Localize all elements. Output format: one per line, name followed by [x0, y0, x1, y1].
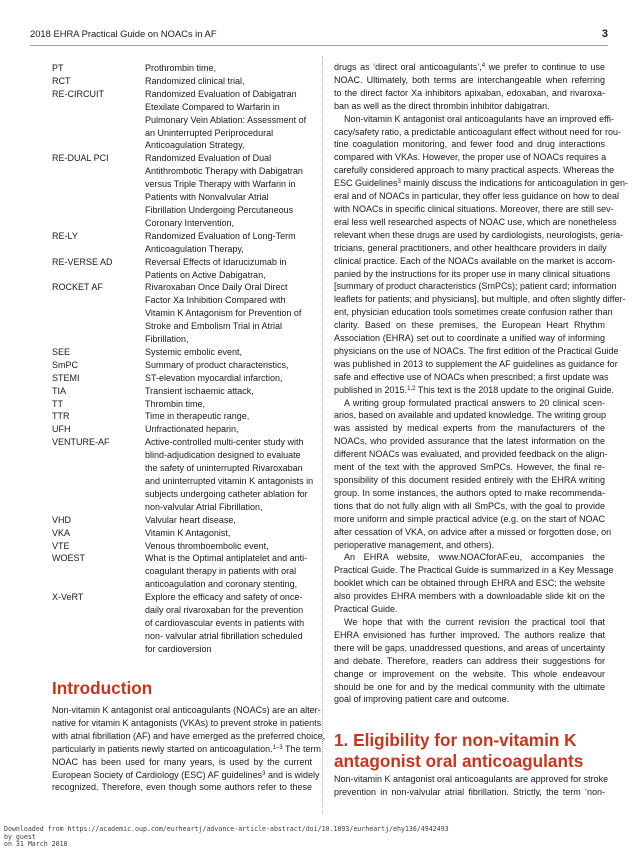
paragraph-line: drugs as ‘direct oral anticoagulants’,$^4$ we prefer to continue to use [334, 62, 605, 72]
paragraph-line: eral and of NOACs in particular, they offer less guidance on how to deal [334, 191, 619, 202]
citation-ref: 3 [397, 179, 401, 186]
abbreviation-definition [145, 346, 313, 359]
abbreviation-term: TIA [52, 385, 67, 396]
abbreviation-row [52, 359, 314, 372]
abbreviation-definition-line: Active-controlled multi-center study with [145, 437, 304, 448]
paragraph-line: compared with VKAs. However, the proper use of NOACs requires a [334, 152, 607, 163]
abbreviation-definition-line: Randomized Evaluation of Dabigatran [145, 88, 297, 99]
abbreviation-definition [145, 436, 313, 513]
introduction-line: particularly in patients newly started on anticoagulation.$^{1-3}$ The term [52, 743, 322, 754]
abbreviation-definition-line: Thrombin time, [145, 398, 206, 409]
paragraph-line: perioperative management, and others). [334, 539, 495, 550]
abbreviation-term: TT [52, 398, 63, 409]
abbreviation-term: TTR [52, 411, 70, 422]
page-number: 3 [601, 28, 608, 40]
abbreviation-definition [145, 410, 313, 423]
abbreviation-definition-line: Systemic embolic event, [145, 346, 243, 357]
abbreviation-definition [145, 372, 313, 385]
paragraph-line: safe and effective use of NOACs when prescribed; a first update was [334, 371, 609, 382]
abbreviation-row [52, 152, 314, 229]
section-1-body [334, 773, 609, 799]
abbreviation-definition-line: for cardioversion [145, 643, 212, 654]
abbreviation-term: VENTURE-AF [52, 437, 110, 448]
abbreviation-definition [145, 527, 313, 540]
paragraph-line: EHRA envisioned has further improved. The authors realize that [334, 629, 605, 640]
abbreviation-definition-line: Etexilate Compared to Warfarin in [145, 101, 280, 112]
paragraph-line: panied by the instructions for its proper use in many clinical situations [334, 268, 611, 279]
abbreviation-definition-line: Anticoagulation Strategy, [145, 140, 245, 151]
abbreviation-row [52, 281, 314, 346]
abbreviation-definition [145, 385, 313, 398]
paragraph-line: tine coagulation monitoring, and fewer food and drug interactions [334, 139, 605, 150]
introduction-line: native for vitamin K antagonists (VKAs) to prevent stroke in patients [52, 717, 322, 728]
introduction-line: recognized. Therefore, even though some authors refer to these [52, 782, 312, 793]
paragraph-line: Non-vitamin K antagonist oral anticoagulants have an improved effi- [344, 113, 614, 124]
citation-ref: 1–3 [272, 744, 283, 751]
paragraph-line: clarity. Based on these premises, the European Heart Rhythm [334, 320, 605, 331]
download-notice-line: on 31 March 2018 [4, 840, 68, 849]
citation-ref: 1,2 [407, 385, 416, 392]
abbreviation-definition-line: Patients with Nonvalvular Atrial [145, 192, 269, 203]
paragraph-line: published in 2015.$^{1,2}$ This text is the 2018 update to the original Guide. [334, 384, 614, 395]
paragraph-line: goal of improving patient care and outcome. [334, 694, 510, 705]
section-1-heading [334, 730, 583, 771]
paragraph-line: ESC Guidelines$^3$ mainly discuss the indications for anticoagulation in gen- [334, 178, 629, 189]
abbreviation-row [52, 527, 314, 540]
abbreviation-definition-line: Factor Xa Inhibition Compared with [145, 295, 286, 306]
paragraph-line: booklet which can be obtained through EHRA and ESC; the website [334, 578, 605, 589]
abbreviation-definition-line: Randomized clinical trial, [145, 75, 245, 86]
abbreviation-definition-line: Stroke and Embolism Trial in Atrial [145, 321, 283, 332]
abbreviation-term: ROCKET AF [52, 282, 103, 293]
abbreviation-term: RE-DUAL PCI [52, 153, 109, 164]
abbreviation-definition [145, 514, 313, 527]
abbreviation-term: WOEST [52, 553, 85, 564]
abbreviation-definition-line: Vitamin K Antagonism for Prevention of [145, 308, 302, 319]
abbreviation-term: VHD [52, 514, 72, 525]
abbreviation-row [52, 410, 314, 423]
abbreviation-definition [145, 152, 313, 229]
abbreviation-row [52, 346, 314, 359]
paragraph-line: A writing group formulated practical answers to 20 clinical scen- [344, 397, 605, 408]
abbreviation-definition-line: and uninterrupted vitamin K antagonists in [145, 476, 314, 486]
abbreviation-row [52, 88, 314, 153]
abbreviations-list [52, 62, 314, 656]
abbreviation-definition-line: daily oral rivaroxaban for the prevention [145, 605, 304, 616]
abbreviation-definition [145, 62, 313, 75]
column-divider [322, 56, 323, 814]
section-1-line: prevention in non-valvular atrial fibrillation. Strictly, the term ‘non- [334, 786, 605, 797]
paragraph-line: NOAC. Ultimately, both terms are interchangeable when referring [334, 74, 605, 85]
abbreviation-term: RCT [52, 75, 71, 86]
paragraph-line: We hope that with the current revision the practical tool that [344, 616, 605, 627]
paragraph-line: Practical Guide. [334, 604, 398, 615]
introduction-heading [52, 678, 152, 699]
abbreviation-definition [145, 88, 313, 153]
paragraph-line: after cessation of VKA, on advice after a missed or forgotten dose, on [334, 526, 612, 537]
paragraph-line: cacy/safety ratio, a predictable anticoagulant effect without need for rou- [334, 126, 622, 137]
abbreviation-row [52, 436, 314, 513]
abbreviation-definition [145, 256, 313, 282]
paragraph-line: change or improvement on the website. This whole endeavour [334, 668, 605, 679]
abbreviation-term: X-VeRT [52, 592, 84, 603]
abbreviation-row [52, 256, 314, 282]
paragraph-line: was assisted by medical experts from the manufacturers of the [334, 423, 605, 434]
abbreviation-row [52, 423, 314, 436]
abbreviation-definition [145, 281, 313, 346]
paragraph [334, 551, 614, 616]
download-notice [4, 826, 449, 849]
abbreviation-term: PT [52, 63, 64, 73]
abbreviation-definition-line: Antithrombotic Therapy with Dabigatran [145, 166, 303, 177]
abbreviation-definition [145, 359, 313, 372]
paragraph-line: relevant when these drugs are used by cardiologists, neurologists, geria- [334, 229, 624, 240]
section-1-line: Non-vitamin K antagonist oral anticoagulants are approved for stroke [334, 774, 609, 784]
paragraph-line: group. In some instances, the authors opted to make recommenda- [334, 487, 605, 498]
abbreviation-row [52, 372, 314, 385]
introduction-line: European Society of Cardiology (ESC) AF guidelines$^3$ and is widely [52, 769, 320, 780]
abbreviation-definition-line: of cardiovascular events in patients with [145, 617, 305, 628]
abbreviation-definition-line: blind-adjudication designed to evaluate [145, 450, 301, 461]
abbreviation-definition-line: Randomized Evaluation of Long-Term [145, 230, 296, 241]
abbreviation-definition-line: the safety of uninterrupted Rivaroxaban [145, 463, 303, 474]
abbreviation-definition-line: subjects undergoing catheter ablation for [145, 488, 308, 499]
paragraph-line: eral less well researched aspects of NOAC use, which are nonetheless [334, 216, 617, 227]
abbreviation-term: STEMI [52, 372, 80, 383]
paragraph-line: arios, based on available and updated knowledge. The writing group [334, 410, 607, 421]
abbreviation-row [52, 62, 314, 75]
abbreviation-row [52, 230, 314, 256]
abbreviation-term: VKA [52, 527, 71, 538]
abbreviation-row [52, 540, 314, 553]
paragraph-line: there will be gaps, unaddressed questions, and areas of uncertainty [334, 642, 605, 653]
paragraph [334, 113, 629, 397]
abbreviation-term: SEE [52, 346, 71, 357]
abbreviation-definition [145, 552, 313, 591]
introduction-line: with atrial fibrillation (AF) and have emerged as the preferred choice, [52, 730, 326, 741]
abbreviation-definition-line: Prothrombin time, [145, 63, 217, 73]
paragraph-line: leaflets for patients; and physicians], but multiple, and often slightly differ- [334, 294, 626, 305]
abbreviation-definition-line: Valvular heart disease, [145, 514, 236, 525]
abbreviation-term: RE-VERSE AD [52, 256, 113, 267]
citation-ref: 3 [262, 770, 266, 777]
header-rule [30, 45, 608, 46]
running-head [30, 26, 608, 42]
abbreviation-definition-line: non- valvular atrial fibrillation scheduled [145, 630, 303, 641]
section-1-heading-line: 1. Eligibility for non-vitamin K [334, 730, 577, 750]
introduction-line: Non-vitamin K antagonist oral anticoagulants (NOACs) are an alter- [52, 705, 321, 715]
abbreviation-definition [145, 423, 313, 436]
paragraph-line: clinical practice. Each of the NOACs available on the market is accom- [334, 255, 616, 266]
paragraph-line: Practical Guide. The Practical Guide is summarized in a Key Message [334, 565, 614, 576]
paragraph-line: ban as well as the direct thrombin inhibitor dabigatran. [334, 100, 550, 111]
introduction-heading-text: Introduction [52, 678, 153, 698]
introduction-line: NOAC has been used for many years, is used by the current [52, 756, 312, 767]
abbreviation-definition-line: Anticoagulation Therapy, [145, 243, 244, 254]
abbreviation-definition-line: Time in therapeutic range, [145, 411, 250, 422]
abbreviation-definition-line: Transient ischaemic attack, [145, 385, 254, 396]
citation-ref: 4 [481, 63, 486, 69]
abbreviation-definition-line: an Uninterrupted Periprocedural [145, 127, 274, 138]
abbreviation-definition-line: Vitamin K Antagonist, [145, 527, 231, 538]
paragraph-line: carefully considered approach to many practical aspects. Whereas the [334, 165, 615, 176]
abbreviation-definition-line: Rivaroxaban Once Daily Oral Direct [145, 282, 288, 293]
paragraph-line: tricians, general practitioners, and other healthcare providers in daily [334, 242, 607, 253]
abbreviation-definition-line: What is the Optimal antiplatelet and anti- [145, 553, 308, 564]
abbreviation-definition-line: Venous thromboembolic event, [145, 540, 269, 551]
paragraph-line: more uniform and simple practical advice (e.g. on the start of NOAC [334, 513, 605, 524]
paragraph-line: different NOACs was evaluated, and provided feedback on the align- [334, 449, 608, 460]
paragraph-line: sponsibility of this document resided entirely with the EHRA writing [334, 475, 605, 485]
paragraph [334, 397, 612, 552]
paragraph [334, 616, 605, 706]
paragraph-line: to the direct factor Xa inhibitors apixaban, edoxaban, and rivaroxa- [334, 87, 605, 98]
download-notice-line: Downloaded from https://academic.oup.com/eurheartj/advance-article-abstract/doi/10.1093/eurheartj/ehy136/4942493 [4, 825, 449, 833]
introduction-body [52, 704, 326, 794]
abbreviation-definition-line: anticoagulation and coronary stenting, [145, 579, 298, 590]
abbreviation-term: RE-CIRCUIT [52, 88, 104, 99]
abbreviation-definition-line: Unfractionated heparin, [145, 424, 239, 435]
abbreviation-definition-line: Reversal Effects of Idarucizumab in [145, 256, 287, 267]
abbreviation-row [52, 552, 314, 591]
abbreviation-term: SmPC [52, 359, 79, 370]
abbreviation-definition [145, 75, 313, 88]
right-column-body [334, 61, 629, 706]
abbreviation-row [52, 398, 314, 411]
paragraph-line: Association (EHRA) set out to coordinate a unified way of informing [334, 333, 605, 344]
section-1-heading-line: antagonist oral anticoagulants [334, 750, 584, 771]
abbreviation-definition-line: Explore the efficacy and safety of once- [145, 592, 303, 603]
abbreviation-definition-line: Pulmonary Vein Ablation: Assessment of [145, 114, 307, 125]
running-title: 2018 EHRA Practical Guide on NOACs in AF [30, 28, 217, 39]
abbreviation-definition-line: non-valvular Atrial Fibrillation, [145, 501, 263, 512]
abbreviation-term: UFH [52, 424, 71, 435]
abbreviation-definition [145, 540, 313, 553]
paragraph [334, 61, 605, 113]
paragraph-line: ent, physician education tools sometimes create confusion rather than [334, 307, 613, 318]
abbreviation-definition-line: ST-elevation myocardial infarction, [145, 372, 283, 383]
paragraph-line: [summary of product characteristics (SmPCs); patient card; information [334, 281, 617, 292]
paragraph-line: physicians on the use of NOACs. The first edition of the Practical Guide [334, 345, 619, 356]
abbreviation-row [52, 385, 314, 398]
paragraph-line: An EHRA website, www.NOACforAF.eu, accompanies the [344, 552, 605, 563]
abbreviation-definition-line: Summary of product characteristics, [145, 359, 289, 370]
paragraph-line: was published in 2013 to supplement the AF guidelines as guidance for [334, 358, 618, 369]
abbreviation-row [52, 514, 314, 527]
paragraph-line: NOACs, who provided assurance that the latest information on the [334, 436, 605, 447]
paragraph-line: tions that do not fully align with all SmPCs, with the goal to provide [334, 500, 605, 511]
abbreviation-definition [145, 398, 313, 411]
abbreviation-definition-line: Patients on Active Dabigatran, [145, 269, 266, 280]
abbreviation-definition-line: Fibrillation Undergoing Percutaneous [145, 204, 294, 215]
abbreviation-definition-line: Coronary Intervention, [145, 217, 235, 228]
abbreviation-definition-line: Randomized Evaluation of Dual [145, 153, 272, 164]
abbreviation-definition-line: Fibrillation, [145, 334, 189, 345]
abbreviation-row [52, 75, 314, 88]
abbreviation-definition-line: versus Triple Therapy with Warfarin in [145, 179, 296, 190]
abbreviation-term: RE-LY [52, 230, 78, 241]
paragraph-line: also provides EHRA members with a downloadable slide kit on the [334, 591, 605, 602]
paragraph-line: and debate. Therefore, readers can address their suggestions for [334, 655, 605, 666]
abbreviation-term: VTE [52, 540, 70, 551]
abbreviation-row [52, 591, 314, 656]
abbreviation-definition-line: coagulant therapy in patients with oral [145, 566, 297, 577]
paragraph-line: with NOACs in specific clinical situations. Moreover, there are still sev- [334, 203, 614, 214]
download-notice-line: by guest [4, 832, 36, 841]
abbreviation-definition [145, 591, 313, 656]
paragraph-line: should be one for and by the medical community with the ultimate [334, 681, 605, 692]
abbreviation-definition [145, 230, 313, 256]
paragraph-line: ment of the text with the approved SmPCs. However, the final re- [334, 462, 605, 473]
